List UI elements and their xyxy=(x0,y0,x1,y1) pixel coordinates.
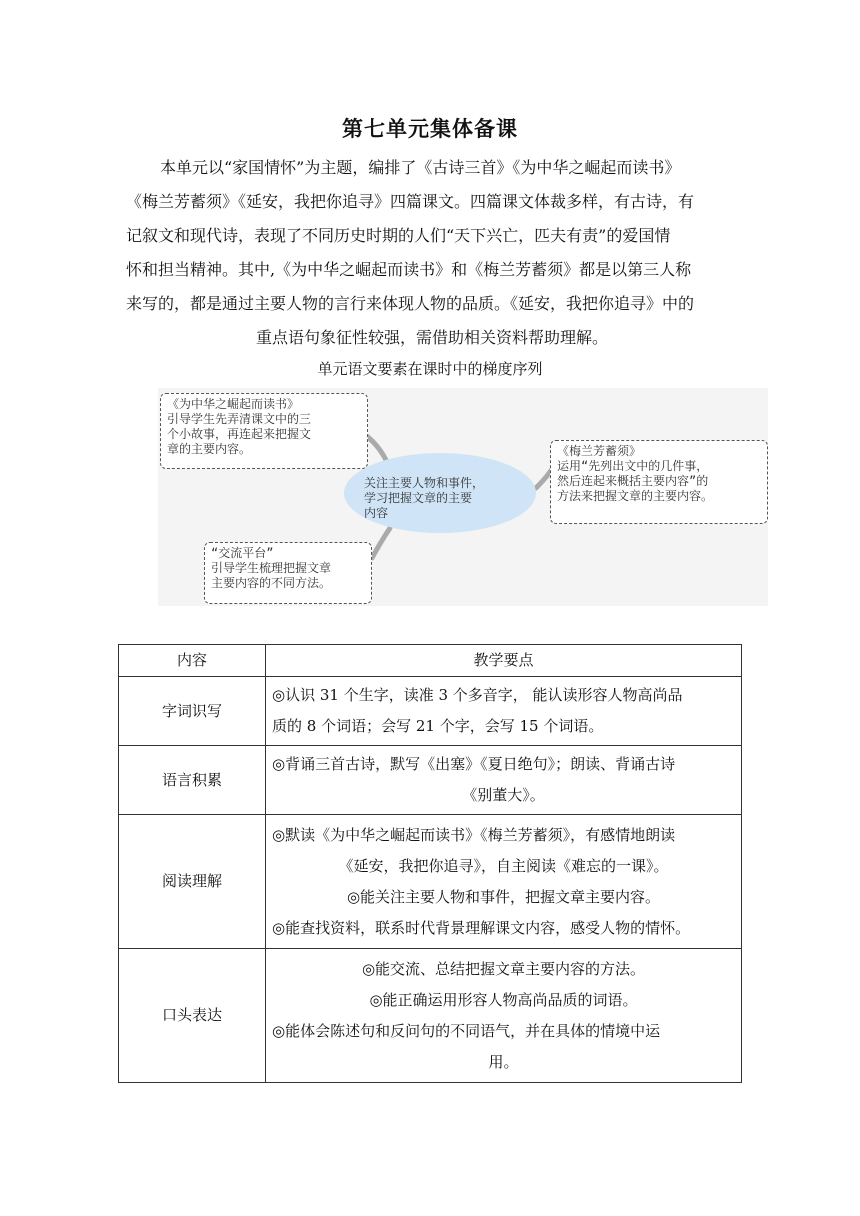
node-top-left: 《为中华之崛起而读书》 引导学生先弄清课文中的三 个小故事，再连起来把握文 章的主要内容。 xyxy=(160,393,368,469)
point-line: 质的 8 个词语；会写 21 个字，会写 15 个词语。 xyxy=(272,717,604,735)
header-points: 教学要点 xyxy=(266,645,742,677)
header-content: 内容 xyxy=(119,645,266,677)
page-title: 第七单元集体备课 xyxy=(342,116,518,141)
row-points xyxy=(266,677,742,746)
table-row xyxy=(119,746,742,815)
node-right: 《梅兰芳蓄须》 运用“先列出文中的几件事， 然后连起来概括主要内容”的 方法来把握文章的主要内容。 xyxy=(550,440,768,524)
table-row xyxy=(119,677,742,746)
center-node-text: 关注主要人物和事件， 学习把握文章的主要 内容 xyxy=(364,476,485,520)
intro-line: 重点语句象征性较强，需借助相关资料帮助理解。 xyxy=(255,328,608,347)
point-line: ◎默读《为中华之崛起而读书》《梅兰芳蓄须》，有感情地朗读 xyxy=(272,825,676,844)
intro-line: 记叙文和现代诗，表现了不同历史时期的人们“天下兴亡，匹夫有责”的爱国情 xyxy=(126,226,671,245)
point-line: ◎能体会陈述句和反问句的不同语气，并在具体的情境中运 xyxy=(272,1021,661,1040)
point-line: ◎背诵三首古诗，默写《出塞》《夏日绝句》；朗读、背诵古诗 xyxy=(272,755,676,773)
intro-line: 来写的，都是通过主要人物的言行来体现人物的品质。《延安，我把你追寻》中的 xyxy=(126,294,695,313)
row-points xyxy=(266,949,742,1083)
intro-line: 本单元以“家国情怀”为主题，编排了《古诗三首》《为中华之崛起而读书》 xyxy=(160,158,681,177)
point-line: ◎能查找资料，联系时代背景理解课文内容，感受人物的情怀。 xyxy=(272,918,691,937)
row-points xyxy=(266,746,742,815)
point-line: 《别董大》。 xyxy=(462,786,545,804)
row-label: 阅读理解 xyxy=(119,815,266,949)
node-bottom-left: “交流平台” 引导学生梳理把握文章 主要内容的不同方法。 xyxy=(204,542,372,604)
diagram-title: 单元语文要素在课时中的梯度序列 xyxy=(317,360,543,378)
intro-line: 《梅兰芳蓄须》《延安，我把你追寻》四篇课文。四篇课文体裁多样，有古诗，有 xyxy=(126,192,695,211)
row-label: 语言积累 xyxy=(119,746,266,815)
intro-line: 怀和担当精神。其中,《为中华之崛起而读书》和《梅兰芳蓄须》都是以第三人称 xyxy=(126,260,692,279)
point-line: 用。 xyxy=(488,1052,519,1071)
table-header-row xyxy=(119,645,742,677)
row-label: 字词识写 xyxy=(119,677,266,746)
point-line: ◎能交流、总结把握文章主要内容的方法。 xyxy=(361,959,646,978)
teaching-points-table xyxy=(118,644,742,1083)
intro-paragraph xyxy=(126,151,738,355)
row-points xyxy=(266,815,742,949)
table-row xyxy=(119,949,742,1083)
point-line: ◎能正确运用形容人物高尚品质的词语。 xyxy=(369,990,638,1009)
mind-map-diagram xyxy=(158,388,768,606)
row-label: 口头表达 xyxy=(119,949,266,1083)
point-line: ◎认识 31 个生字，读准 3 个多音字， 能认读形容人物高尚品 xyxy=(272,686,683,704)
point-line: 《延安，我把你追寻》，自主阅读《难忘的一课》。 xyxy=(338,856,669,875)
table-row xyxy=(119,815,742,949)
point-line: ◎能关注主要人物和事件，把握文章主要内容。 xyxy=(346,887,661,906)
